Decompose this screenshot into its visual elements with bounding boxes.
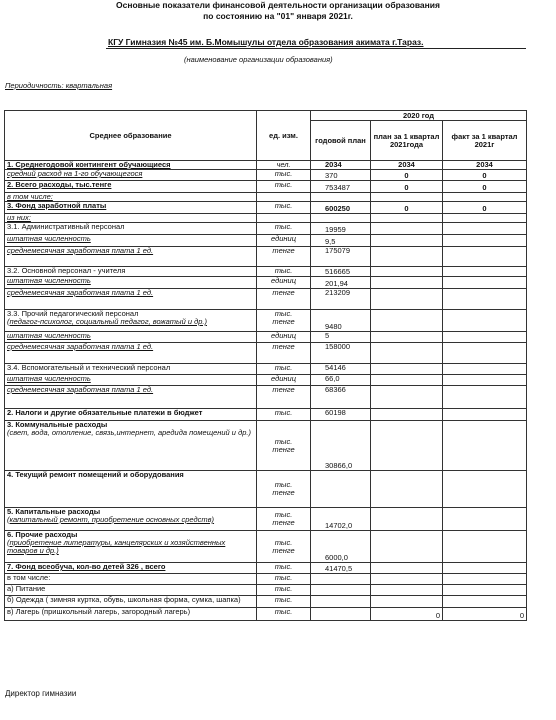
row-q1-fact: [443, 596, 527, 608]
row-q1-fact: [443, 585, 527, 596]
row-unit-cell: [257, 170, 311, 181]
row-annual-plan: [311, 608, 371, 621]
row-annual-plan: 175079: [311, 247, 371, 267]
row-name: 2. Налоги и другие обязательные платежи в бюджет: [7, 408, 203, 417]
row-name: средний расход на 1-го обучающегося: [7, 169, 143, 178]
table-row: [5, 364, 527, 375]
finance-table: [4, 110, 527, 621]
row-name-cell: [5, 181, 257, 193]
row-q1-fact: 0: [443, 608, 527, 621]
row-unit: тыс.: [274, 573, 293, 582]
row-q1-fact: 0: [443, 170, 527, 181]
row-q1-plan: [371, 193, 443, 202]
row-q1-fact: [443, 267, 527, 277]
row-annual-plan: [311, 596, 371, 608]
row-name-cell: [5, 563, 257, 574]
report-title-line2: по состоянию на "01" января 2021г.: [203, 11, 353, 21]
row-q1-plan: [371, 386, 443, 409]
row-unit: единиц: [271, 331, 296, 340]
row-q1-plan: [371, 531, 443, 563]
row-q1-fact: [443, 247, 527, 267]
row-unit: тыс.: [274, 201, 293, 210]
row-name-detail: (приобретение литературы, канцелярских и хозяйственных товаров и др.): [7, 538, 226, 555]
row-name-detail: (капитальный ремонт, приобретение основных средств): [7, 515, 215, 524]
row-name: 6. Прочие расходы: [7, 530, 78, 539]
row-annual-plan: 41470,5: [311, 563, 371, 574]
row-unit: тенге: [272, 342, 295, 351]
row-name: среднемесячная заработная плата 1 ед.: [7, 288, 154, 297]
row-q1-plan: [371, 247, 443, 267]
table-row: [5, 386, 527, 409]
row-unit: единиц: [271, 276, 296, 285]
row-unit-cell: [257, 310, 311, 332]
row-unit: тыс.: [274, 562, 293, 571]
row-q1-plan: [371, 289, 443, 310]
row-annual-plan: 14702,0: [311, 508, 371, 531]
row-q1-plan: [371, 596, 443, 608]
row-name-cell: [5, 375, 257, 386]
row-unit-cell: [257, 235, 311, 247]
row-q1-fact: [443, 193, 527, 202]
row-unit: тыс.: [274, 436, 293, 446]
header-name: Среднее образование: [5, 111, 257, 161]
row-unit-cell: [257, 596, 311, 608]
row-unit-cell: [257, 574, 311, 585]
row-unit-cell: [257, 289, 311, 310]
row-name: 3.1. Административный персонал: [7, 222, 125, 231]
row-q1-fact: [443, 409, 527, 421]
row-q1-plan: [371, 277, 443, 289]
table-row: [5, 193, 527, 202]
row-name-cell: [5, 608, 257, 621]
row-q1-plan: [371, 375, 443, 386]
row-name: б) Одежда ( зимняя куртка, обувь, школьная форма, сумка, шапка): [7, 595, 241, 604]
row-q1-fact: [443, 375, 527, 386]
row-unit: тыс.: [274, 607, 293, 616]
row-unit-cell: [257, 364, 311, 375]
row-name: 3. Фонд заработной платы: [7, 201, 107, 210]
row-unit-cell: [257, 343, 311, 364]
row-unit: тенге: [272, 246, 295, 255]
row-unit-secondary: тенге: [272, 545, 295, 555]
row-name: штатная численность: [7, 276, 91, 285]
row-q1-plan: [371, 585, 443, 596]
row-name-cell: [5, 364, 257, 375]
header-q1-plan: план за 1 квартал 2021года: [371, 121, 443, 161]
row-q1-plan: [371, 574, 443, 585]
row-name: 7. Фонд всеобуча, кол-во детей 326 , всего: [7, 562, 166, 571]
row-name-cell: [5, 421, 257, 471]
row-name: в том числе:: [7, 573, 51, 582]
row-annual-plan: 9,5: [311, 235, 371, 247]
table-row: [5, 563, 527, 574]
row-unit-cell: [257, 608, 311, 621]
row-name: штатная численность: [7, 234, 91, 243]
row-name: 1. Среднегодовой контингент обучающиеся: [7, 160, 171, 169]
row-annual-plan: [311, 193, 371, 202]
row-name-cell: [5, 202, 257, 214]
row-unit: тыс.: [274, 480, 293, 489]
row-unit-cell: [257, 214, 311, 223]
row-name: 3.2. Основной персонал - учителя: [7, 266, 126, 275]
row-name-cell: [5, 471, 257, 508]
row-unit-cell: [257, 193, 311, 202]
row-unit-cell: [257, 471, 311, 508]
table-row: [5, 375, 527, 386]
row-q1-plan: [371, 235, 443, 247]
row-q1-fact: 2034: [443, 161, 527, 170]
row-unit: единиц: [271, 374, 296, 383]
row-q1-fact: 0: [443, 202, 527, 214]
row-annual-plan: 30866,0: [311, 421, 371, 471]
row-q1-fact: [443, 343, 527, 364]
table-row: [5, 310, 527, 332]
row-name-cell: [5, 170, 257, 181]
row-name-cell: [5, 193, 257, 202]
table-row: [5, 608, 527, 621]
row-name: в том числе:: [7, 192, 53, 201]
row-q1-fact: [443, 421, 527, 471]
row-name-cell: [5, 508, 257, 531]
row-name-cell: [5, 574, 257, 585]
row-unit-cell: [257, 375, 311, 386]
row-name-cell: [5, 409, 257, 421]
row-annual-plan: 600250: [311, 202, 371, 214]
row-unit-cell: [257, 202, 311, 214]
row-name-detail: (педагог-психолог, социальный педагог, вожатый и др.): [7, 317, 207, 326]
row-name-detail: (свет, вода, отопление, связь,интернет, аредида помещений и др.): [7, 428, 251, 437]
row-unit-secondary: тенге: [272, 488, 295, 497]
row-q1-fact: [443, 531, 527, 563]
row-name-cell: [5, 277, 257, 289]
row-q1-fact: [443, 508, 527, 531]
row-annual-plan: 5: [311, 332, 371, 343]
row-unit: тенге: [272, 288, 295, 297]
periodicity-label: Периодичность: квартальная: [5, 81, 113, 90]
row-q1-plan: 0: [371, 202, 443, 214]
row-unit: тыс.: [274, 222, 293, 231]
row-name: 4. Текущий ремонт помещений и оборудования: [7, 470, 184, 479]
row-q1-plan: 0: [371, 608, 443, 621]
header-year: 2020 год: [311, 111, 527, 121]
row-q1-plan: [371, 409, 443, 421]
row-name-cell: [5, 332, 257, 343]
table-row: [5, 181, 527, 193]
row-unit-cell: [257, 247, 311, 267]
row-name: в) Лагерь (пришкольный лагерь, загородный лагерь): [7, 607, 191, 616]
table-row: [5, 508, 527, 531]
row-name: 3. Коммунальные расходы: [7, 420, 108, 429]
row-q1-fact: [443, 563, 527, 574]
row-unit-cell: [257, 409, 311, 421]
row-q1-plan: [371, 421, 443, 471]
row-unit-cell: [257, 531, 311, 563]
header-plan: годовой план: [311, 121, 371, 161]
row-annual-plan: 66,0: [311, 375, 371, 386]
row-annual-plan: [311, 574, 371, 585]
row-unit: тыс.: [274, 510, 293, 519]
row-q1-plan: [371, 471, 443, 508]
row-annual-plan: 60198: [311, 409, 371, 421]
organization-underline: [106, 48, 526, 49]
table-row: [5, 585, 527, 596]
row-name: штатная численность: [7, 374, 91, 383]
row-annual-plan: 201,94: [311, 277, 371, 289]
row-unit: тыс.: [274, 595, 293, 604]
row-unit-cell: [257, 267, 311, 277]
director-signature-label: Директор гимназии: [5, 689, 77, 698]
row-q1-plan: [371, 214, 443, 223]
row-q1-plan: [371, 310, 443, 332]
row-annual-plan: 213209: [311, 289, 371, 310]
row-name-cell: [5, 310, 257, 332]
row-unit-cell: [257, 563, 311, 574]
row-q1-fact: [443, 235, 527, 247]
row-name: из них:: [7, 213, 31, 222]
row-name-cell: [5, 531, 257, 563]
row-name: среднемесячная заработная плата 1 ед.: [7, 342, 154, 351]
row-name-cell: [5, 289, 257, 310]
row-unit: единиц: [271, 234, 296, 243]
row-q1-fact: [443, 332, 527, 343]
row-q1-plan: 0: [371, 181, 443, 193]
table-row: [5, 202, 527, 214]
row-name: 5. Капитальные расходы: [7, 507, 101, 516]
row-q1-plan: [371, 223, 443, 235]
report-title-line1: Основные показатели финансовой деятельности организации образования: [116, 0, 440, 10]
row-name-cell: [5, 343, 257, 364]
row-name: штатная численность: [7, 331, 91, 340]
row-annual-plan: 753487: [311, 181, 371, 193]
row-name: 3.3. Прочий педагогический персонал: [7, 309, 139, 318]
table-row: [5, 343, 527, 364]
row-unit-cell: [257, 508, 311, 531]
row-q1-plan: [371, 364, 443, 375]
row-unit-cell: [257, 332, 311, 343]
row-q1-plan: [371, 332, 443, 343]
row-unit-secondary: тенге: [272, 317, 295, 326]
table-row: [5, 531, 527, 563]
row-unit: тыс.: [274, 309, 293, 318]
row-name-cell: [5, 235, 257, 247]
row-unit-cell: [257, 421, 311, 471]
row-q1-fact: [443, 289, 527, 310]
organization-note: (наименование организации образования): [184, 55, 333, 64]
row-q1-fact: [443, 471, 527, 508]
row-q1-fact: 0: [443, 181, 527, 193]
row-name: среднемесячная заработная плата 1 ед.: [7, 385, 154, 394]
row-name: а) Питание: [7, 584, 46, 593]
row-unit: тыс.: [274, 584, 293, 593]
row-name: среднемесячная заработная плата 1 ед.: [7, 246, 154, 255]
header-unit: ед. изм.: [257, 111, 311, 161]
row-unit-cell: [257, 223, 311, 235]
row-annual-plan: [311, 214, 371, 223]
row-name-cell: [5, 585, 257, 596]
row-unit-cell: [257, 181, 311, 193]
table-row: [5, 596, 527, 608]
row-name: 2. Всего расходы, тыс.тенге: [7, 180, 112, 189]
row-annual-plan: 2034: [311, 161, 371, 170]
row-annual-plan: [311, 471, 371, 508]
row-unit-cell: [257, 161, 311, 170]
row-unit-secondary: тенге: [272, 518, 295, 527]
row-q1-plan: [371, 563, 443, 574]
table-row: [5, 161, 527, 170]
table-row: [5, 277, 527, 289]
row-annual-plan: [311, 585, 371, 596]
row-annual-plan: 19959: [311, 223, 371, 235]
row-unit: тыс.: [274, 169, 293, 178]
row-annual-plan: 9480: [311, 310, 371, 332]
row-q1-fact: [443, 574, 527, 585]
row-unit-secondary: тенге: [272, 444, 295, 454]
organization-name: КГУ Гимназия №45 им. Б.Момышулы отдела образования акимата г.Тараз.: [108, 37, 424, 47]
table-row: [5, 235, 527, 247]
table-row: [5, 289, 527, 310]
row-q1-plan: 2034: [371, 161, 443, 170]
row-unit: тыс.: [274, 180, 293, 189]
row-q1-fact: [443, 310, 527, 332]
row-name-cell: [5, 223, 257, 235]
row-unit: тыс.: [274, 408, 293, 417]
row-name-cell: [5, 161, 257, 170]
row-unit: чел.: [276, 160, 291, 169]
table-row: [5, 409, 527, 421]
row-q1-plan: 0: [371, 170, 443, 181]
row-name-cell: [5, 596, 257, 608]
row-q1-fact: [443, 364, 527, 375]
table-row: [5, 247, 527, 267]
row-q1-fact: [443, 277, 527, 289]
row-unit-cell: [257, 386, 311, 409]
table-row: [5, 471, 527, 508]
row-name-cell: [5, 214, 257, 223]
table-body: [5, 161, 527, 621]
table-row: [5, 574, 527, 585]
row-name-cell: [5, 386, 257, 409]
row-annual-plan: 54146: [311, 364, 371, 375]
row-q1-plan: [371, 267, 443, 277]
row-unit-cell: [257, 277, 311, 289]
table-row: [5, 223, 527, 235]
row-q1-plan: [371, 343, 443, 364]
row-name: 3.4. Вспомогательный и технический персонал: [7, 363, 171, 372]
header-q1-fact: факт за 1 квартал 2021г: [443, 121, 527, 161]
row-annual-plan: 158000: [311, 343, 371, 364]
row-q1-plan: [371, 508, 443, 531]
row-annual-plan: 68366: [311, 386, 371, 409]
table-row: [5, 267, 527, 277]
row-unit: тыс.: [274, 363, 293, 372]
table-row: [5, 214, 527, 223]
row-annual-plan: 6000,0: [311, 531, 371, 563]
row-annual-plan: 516665: [311, 267, 371, 277]
table-row: [5, 332, 527, 343]
row-unit: тыс.: [274, 537, 293, 547]
row-unit-cell: [257, 585, 311, 596]
row-q1-fact: [443, 223, 527, 235]
row-unit: тенге: [272, 385, 295, 394]
row-name-cell: [5, 267, 257, 277]
row-q1-fact: [443, 386, 527, 409]
row-name-cell: [5, 247, 257, 267]
table-row: [5, 170, 527, 181]
row-annual-plan: 370: [311, 170, 371, 181]
row-q1-fact: [443, 214, 527, 223]
table-row: [5, 421, 527, 471]
row-unit: тыс.: [274, 266, 293, 275]
